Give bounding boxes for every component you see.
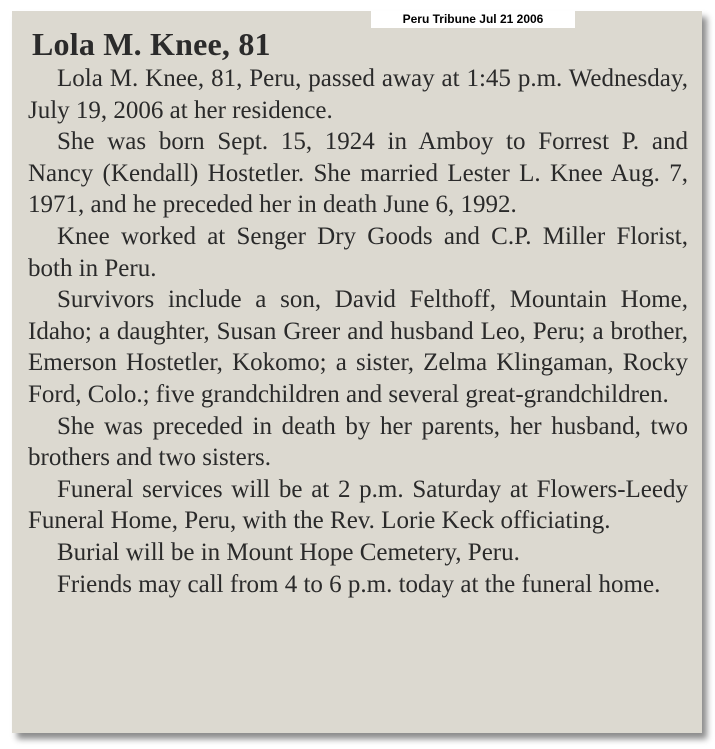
obituary-paragraph: She was preceded in death by her parents, her husband, two brothers and two sisters. <box>28 412 688 472</box>
obituary-paragraph: She was born Sept. 15, 1924 in Amboy to Forrest P. and Nancy (Kendall) Hostetler. She married Lester L. Knee Aug. 7, 1971, and he preceded her in death June 6, 1992. <box>28 128 688 219</box>
obituary-headline: Lola M. Knee, 81 <box>32 26 271 62</box>
obituary-paragraph: Friends may call from 4 to 6 p.m. today at the funeral home. <box>57 570 661 598</box>
source-label: Peru Tribune Jul 21 2006 <box>371 11 575 28</box>
obituary-paragraph: Funeral services will be at 2 p.m. Saturday at Flowers-Leedy Funeral Home, Peru, with the Rev. Lorie Keck officiating. <box>28 475 688 535</box>
obituary-body <box>28 63 688 600</box>
newspaper-clipping <box>12 11 702 733</box>
obituary-paragraph: Lola M. Knee, 81, Peru, passed away at 1:45 p.m. Wednesday, July 19, 2006 at her residence. <box>28 65 688 124</box>
obituary-paragraph: Knee worked at Senger Dry Goods and C.P. Miller Florist, both in Peru. <box>28 222 688 282</box>
obituary-paragraph: Survivors include a son, David Felthoff, Mountain Home, Idaho; a daughter, Susan Greer and husband Leo, Peru; a brother, Emerson Hostetler, Kokomo; a sister, Zelma Klingaman, Rocky Ford, Colo.; five grandchildren and several great-grandchildren. <box>28 286 688 408</box>
obituary-paragraph: Burial will be in Mount Hope Cemetery, Peru. <box>57 538 520 566</box>
